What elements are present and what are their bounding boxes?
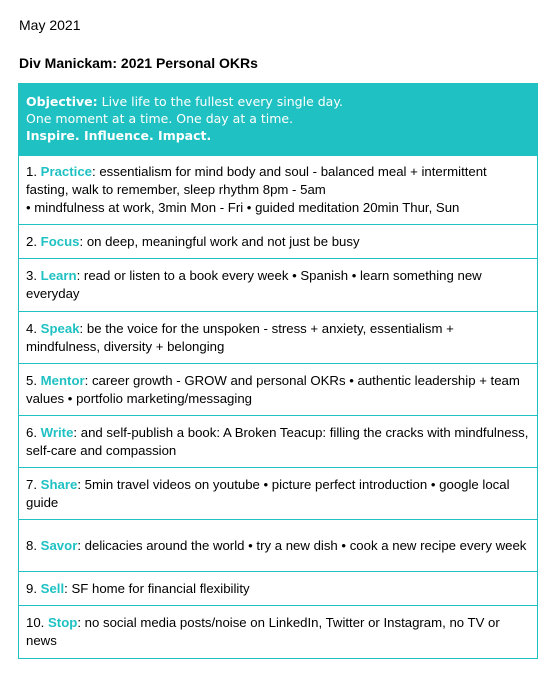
key-result-number: 7.	[26, 476, 41, 492]
key-result-row	[19, 155, 537, 224]
date-label: May 2021	[19, 17, 81, 33]
key-result-keyword: Stop	[48, 615, 78, 630]
key-result-text: : be the voice for the unspoken - stress + anxiety, essentialism + mindfulness, diversity + belonging	[26, 320, 454, 354]
key-result-number: 9.	[26, 580, 41, 596]
key-result-text: : 5min travel videos on youtube • picture perfect introduction • google local guide	[26, 476, 510, 510]
key-result-keyword: Write	[40, 424, 74, 440]
okr-table	[18, 83, 538, 659]
key-result-keyword: Focus	[40, 233, 80, 249]
key-result-text: : and self-publish a book: A Broken Teacup: filling the cracks with mindfulness, self-care and compassion	[26, 424, 529, 458]
key-result-keyword: Speak	[40, 320, 80, 336]
objective-label: Objective:	[26, 94, 98, 109]
key-result-number: 4.	[26, 320, 41, 336]
key-result-text: : delicacies around the world • try a new dish • cook a new recipe every week	[77, 537, 527, 553]
key-result-row	[19, 605, 537, 658]
objective-line-3: Inspire. Influence. Impact.	[26, 128, 212, 143]
objective-line-2: One moment at a time. One day at a time.	[26, 111, 294, 126]
key-result-keyword: Savor	[40, 537, 78, 553]
key-result-number: 1.	[26, 164, 41, 179]
key-result-row	[19, 363, 537, 415]
key-result-number: 10.	[26, 615, 48, 630]
key-result-keyword: Learn	[40, 268, 77, 283]
key-result-number: 6.	[26, 424, 41, 440]
key-result-text: : on deep, meaningful work and not just be busy	[79, 233, 360, 249]
key-result-extra: • mindfulness at work, 3min Mon - Fri • guided meditation 20min Thur, Sun	[26, 200, 460, 215]
key-result-keyword: Practice	[40, 164, 92, 179]
key-result-text: : SF home for financial flexibility	[64, 580, 250, 596]
key-result-row	[19, 467, 537, 519]
key-result-number: 8.	[26, 537, 41, 553]
key-result-keyword: Sell	[40, 580, 65, 596]
page-title: Div Manickam: 2021 Personal OKRs	[19, 55, 258, 71]
key-result-keyword: Mentor	[40, 372, 85, 388]
key-result-text: : essentialism for mind body and soul - balanced meal + intermittent fasting, walk to remember, sleep rhythm 8pm - 5am	[26, 164, 487, 197]
key-result-row	[19, 258, 537, 311]
key-result-text: : career growth - GROW and personal OKRs • authentic leadership + team values • portfolio marketing/messaging	[26, 372, 520, 406]
key-result-number: 2.	[26, 233, 41, 249]
key-result-keyword: Share	[40, 476, 78, 492]
key-result-row	[19, 571, 537, 605]
objective-line-1	[26, 93, 530, 110]
key-result-row	[19, 311, 537, 363]
key-result-row	[19, 224, 537, 258]
key-result-row	[19, 415, 537, 467]
key-result-text: : no social media posts/noise on LinkedIn, Twitter or Instagram, no TV or news	[26, 615, 500, 648]
key-result-text: : read or listen to a book every week • Spanish • learn something new everyday	[26, 268, 482, 301]
objective-header	[19, 84, 537, 155]
objective-text: Live life to the fullest every single day.	[97, 94, 343, 109]
key-result-row	[19, 519, 537, 571]
key-result-number: 5.	[26, 372, 41, 388]
key-result-number: 3.	[26, 268, 41, 283]
